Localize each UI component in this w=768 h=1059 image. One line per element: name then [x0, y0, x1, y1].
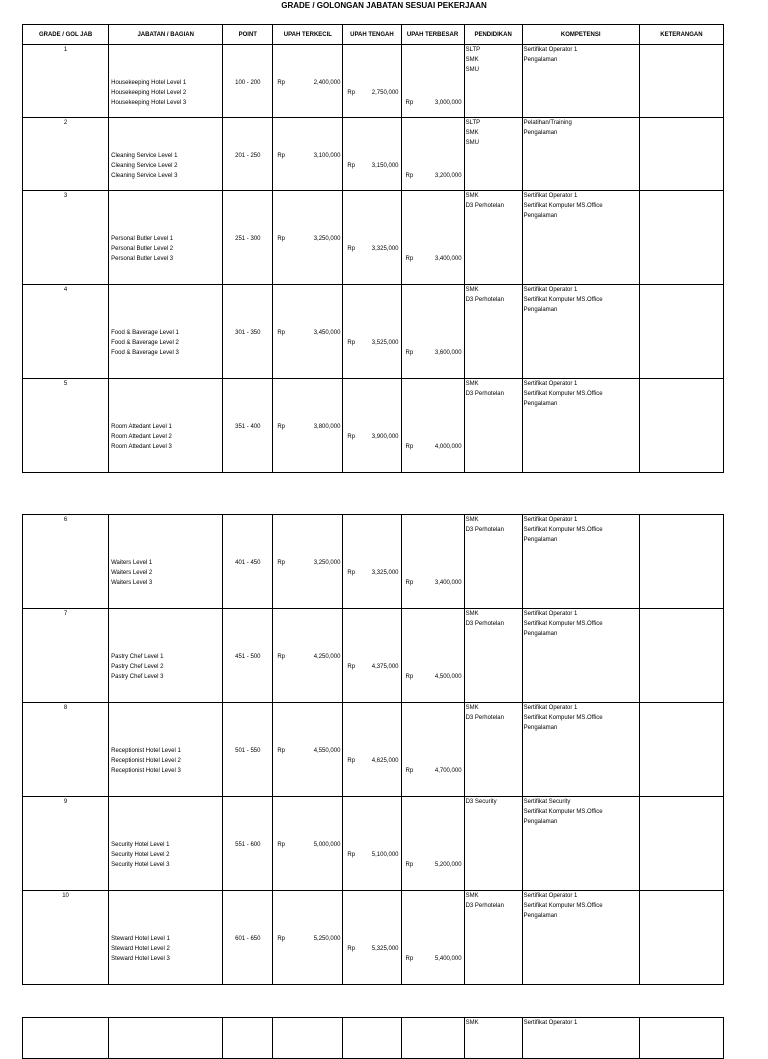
pendidikan	[466, 45, 521, 75]
upah-tengah-value: 3,900,000	[371, 434, 399, 440]
point-value: 601 - 650	[235, 936, 261, 942]
currency-label: Rp	[405, 350, 414, 356]
upah-tengah-cell	[343, 191, 401, 285]
jabatan-list	[111, 840, 221, 870]
jabatan-line: Cleaning Service Level 1	[111, 152, 178, 159]
table-row	[23, 797, 724, 891]
point-cell	[223, 285, 273, 379]
pendidikan-cell	[464, 191, 522, 285]
kompetensi-line: Sertifikat Komputer MS.Office	[523, 203, 603, 209]
jabatan-cell	[109, 45, 223, 118]
upah-tengah-cell	[343, 379, 401, 473]
pendidikan	[466, 118, 521, 148]
point-value: 401 - 450	[235, 560, 261, 566]
kompetensi-line: Sertifikat Komputer MS.Office	[523, 527, 603, 533]
grade-cell: 5	[23, 379, 109, 473]
kompetensi-line: Sertifikat Operator 1	[523, 193, 578, 199]
kompetensi-line: Sertifikat Operator 1	[523, 611, 578, 617]
pendidikan-line: D3 Perhotelan	[465, 621, 504, 627]
jabatan-line: Waiters Level 3	[111, 580, 153, 586]
table-row	[23, 191, 724, 285]
jabatan-list	[111, 151, 221, 181]
pendidikan-line: SMK	[465, 517, 479, 523]
table-row	[23, 703, 724, 797]
keterangan-cell	[639, 118, 723, 191]
upah-terkecil-cell	[273, 191, 343, 285]
pendidikan-cell	[464, 515, 522, 609]
kompetensi-line: Pengalaman	[523, 537, 558, 543]
kompetensi-line: Pengalaman	[523, 725, 558, 731]
point-cell	[223, 797, 273, 891]
table-row	[23, 118, 724, 191]
upah-terkecil-value: 2,400,000	[313, 79, 341, 86]
kompetensi-line: Sertifikat Operator 1	[523, 47, 578, 53]
jabatan-list	[111, 652, 221, 682]
pendidikan-line: SLTP	[465, 120, 481, 126]
jabatan-cell	[109, 191, 223, 285]
currency-label: Rp	[347, 852, 356, 858]
kompetensi-line: Pengalaman	[523, 307, 558, 313]
upah-terkecil-value: 5,250,000	[313, 936, 341, 942]
jabatan-line: Cleaning Service Level 2	[111, 162, 178, 169]
upah-tengah-value: 4,625,000	[371, 758, 399, 764]
jabatan-line: Security Hotel Level 2	[111, 852, 170, 858]
pendidikan-cell	[464, 285, 522, 379]
upah-tengah-value: 2,750,000	[371, 89, 399, 96]
pendidikan	[466, 285, 521, 305]
pendidikan-line: SMK	[465, 893, 479, 899]
pendidikan-line: D3 Perhotelan	[465, 297, 504, 303]
keterangan-cell	[639, 891, 723, 985]
point-cell	[223, 703, 273, 797]
currency-label: Rp	[347, 162, 356, 169]
point-value: 301 - 350	[235, 330, 261, 336]
currency-label: Rp	[277, 936, 285, 942]
upah-terbesar-value: 3,000,000	[434, 99, 462, 106]
upah-terbesar-value: 3,400,000	[434, 256, 462, 262]
upah-tengah-cell	[343, 703, 401, 797]
upah-tengah-cell	[343, 891, 401, 985]
upah-terbesar-cell	[401, 285, 464, 379]
upah-terkecil-value: 4,550,000	[313, 748, 341, 754]
jabatan-line: Receptionist Hotel Level 3	[111, 768, 181, 774]
upah-terbesar-value: 4,700,000	[434, 768, 462, 774]
pendidikan	[466, 515, 521, 535]
upah-terkecil-cell	[273, 45, 343, 118]
pendidikan	[466, 609, 521, 629]
grade-table-page-2	[22, 514, 724, 985]
table-row	[23, 379, 724, 473]
pendidikan	[466, 379, 521, 399]
upah-terkecil-cell	[273, 891, 343, 985]
jabatan-line: Pastry Chef Level 1	[111, 654, 164, 660]
upah-terbesar-cell	[401, 703, 464, 797]
upah-terbesar-cell	[401, 191, 464, 285]
upah-tengah-value: 3,325,000	[371, 246, 399, 252]
currency-label: Rp	[347, 434, 356, 440]
table-row	[23, 609, 724, 703]
upah-terkecil-cell	[273, 797, 343, 891]
currency-label: Rp	[277, 654, 285, 660]
kompetensi	[524, 515, 638, 545]
kompetensi-cell	[522, 609, 639, 703]
upah-terbesar-cell	[401, 45, 464, 118]
header-grade: GRADE / GOL JAB	[23, 25, 109, 45]
jabatan-line: Room Attedant Level 3	[111, 444, 172, 450]
upah-tengah-value: 3,325,000	[371, 570, 399, 576]
currency-label: Rp	[405, 444, 414, 450]
point-value: 351 - 400	[235, 424, 261, 430]
kompetensi-line: Sertifikat Security	[523, 799, 571, 805]
pendidikan	[466, 703, 521, 723]
jabatan-line: Personal Butler Level 2	[111, 246, 174, 252]
keterangan-cell	[639, 797, 723, 891]
point-value: 501 - 550	[235, 748, 261, 754]
pendidikan-line: SMK	[465, 1020, 479, 1026]
upah-terkecil-cell	[273, 379, 343, 473]
keterangan-cell	[639, 515, 723, 609]
upah-terkecil-cell	[273, 703, 343, 797]
upah-terkecil-value: 4,250,000	[313, 654, 341, 660]
kompetensi-line: Sertifikat Operator 1	[523, 1020, 578, 1026]
pendidikan	[466, 891, 521, 911]
currency-label: Rp	[277, 424, 285, 430]
point-cell	[223, 609, 273, 703]
grade-table-page-1	[22, 24, 724, 473]
pendidikan-line: D3 Perhotelan	[465, 203, 504, 209]
grade-table-page-3	[22, 1017, 724, 1059]
keterangan-cell	[639, 191, 723, 285]
jabatan-line: Food & Baverage Level 1	[111, 330, 179, 336]
upah-terbesar-value: 3,400,000	[434, 580, 462, 586]
kompetensi-line: Sertifikat Operator 1	[523, 893, 578, 899]
currency-label: Rp	[347, 946, 356, 952]
kompetensi-cell	[522, 703, 639, 797]
grade-cell: 1	[23, 45, 109, 118]
upah-terkecil-value: 3,450,000	[313, 330, 341, 336]
pendidikan-line: SMK	[465, 381, 479, 387]
jabatan-line: Security Hotel Level 3	[111, 862, 170, 868]
pendidikan-line: SLTP	[465, 47, 481, 53]
point-cell	[223, 379, 273, 473]
currency-label: Rp	[277, 236, 285, 242]
jabatan-line: Housekeeping Hotel Level 3	[111, 99, 187, 106]
upah-tengah-value: 3,525,000	[371, 340, 399, 346]
currency-label: Rp	[347, 664, 356, 670]
currency-label: Rp	[405, 580, 414, 586]
kompetensi-cell	[522, 515, 639, 609]
jabatan-cell	[109, 891, 223, 985]
point-cell	[223, 118, 273, 191]
header-keterangan: KETERANGAN	[639, 25, 723, 45]
header-point: POINT	[223, 25, 273, 45]
point-cell	[223, 515, 273, 609]
jabatan-cell	[109, 379, 223, 473]
keterangan-cell	[639, 703, 723, 797]
upah-tengah-value: 4,375,000	[371, 664, 399, 670]
header-jabatan: JABATAN / BAGIAN	[109, 25, 223, 45]
jabatan-list	[111, 934, 221, 964]
kompetensi-line: Sertifikat Operator 1	[523, 705, 578, 711]
kompetensi-cell	[522, 45, 639, 118]
grade-cell: 6	[23, 515, 109, 609]
currency-label: Rp	[405, 99, 414, 106]
jabatan-line: Pastry Chef Level 3	[111, 674, 164, 680]
upah-terbesar-cell	[401, 515, 464, 609]
kompetensi-line: Sertifikat Komputer MS.Office	[523, 297, 603, 303]
upah-tengah-cell	[343, 515, 401, 609]
grade-cell: 10	[23, 891, 109, 985]
kompetensi-line: Sertifikat Komputer MS.Office	[523, 621, 603, 627]
kompetensi	[524, 1018, 638, 1028]
kompetensi-cell	[522, 891, 639, 985]
upah-terbesar-value: 5,400,000	[434, 956, 462, 962]
kompetensi-line: Sertifikat Operator 1	[523, 287, 578, 293]
jabatan-line: Security Hotel Level 1	[111, 842, 170, 848]
pendidikan	[466, 191, 521, 211]
jabatan-line: Personal Butler Level 3	[111, 256, 174, 262]
upah-terkecil-value: 3,100,000	[313, 152, 341, 159]
upah-tengah-cell	[343, 118, 401, 191]
currency-label: Rp	[277, 330, 285, 336]
pendidikan-cell	[464, 797, 522, 891]
point-cell	[223, 191, 273, 285]
currency-label: Rp	[347, 758, 356, 764]
point-value: 451 - 500	[235, 654, 261, 660]
kompetensi-line: Pengalaman	[523, 130, 558, 136]
table-row	[23, 45, 724, 118]
jabatan-line: Housekeeping Hotel Level 2	[111, 89, 187, 96]
keterangan-cell	[639, 285, 723, 379]
jabatan-line: Receptionist Hotel Level 2	[111, 758, 181, 764]
upah-tengah-cell	[343, 285, 401, 379]
jabatan-cell	[109, 515, 223, 609]
jabatan-line: Steward Hotel Level 1	[111, 936, 170, 942]
jabatan-cell	[109, 609, 223, 703]
currency-label: Rp	[405, 862, 414, 868]
upah-terkecil-cell	[273, 515, 343, 609]
upah-terkecil-cell	[273, 285, 343, 379]
header-upah-tengah: UPAH TENGAH	[343, 25, 401, 45]
kompetensi	[524, 285, 638, 315]
jabatan-cell	[109, 285, 223, 379]
currency-label: Rp	[405, 256, 414, 262]
pendidikan-line: SMK	[465, 705, 479, 711]
kompetensi	[524, 118, 638, 138]
upah-terkecil-cell	[273, 118, 343, 191]
currency-label: Rp	[347, 570, 356, 576]
keterangan-cell	[639, 45, 723, 118]
pendidikan-cell	[464, 379, 522, 473]
currency-label: Rp	[405, 768, 414, 774]
jabatan-list	[111, 746, 221, 776]
upah-terbesar-value: 3,600,000	[434, 350, 462, 356]
upah-terbesar-value: 4,500,000	[434, 674, 462, 680]
point-cell	[223, 45, 273, 118]
kompetensi-line: Pengalaman	[523, 401, 558, 407]
point-value: 551 - 600	[235, 842, 261, 848]
jabatan-line: Waiters Level 2	[111, 570, 153, 576]
upah-terkecil-value: 3,250,000	[313, 560, 341, 566]
kompetensi	[524, 797, 638, 827]
table-row	[23, 891, 724, 985]
pendidikan-line: SMK	[465, 193, 479, 199]
kompetensi-line: Sertifikat Operator 1	[523, 381, 578, 387]
pendidikan-line: SMK	[465, 130, 479, 136]
kompetensi-line: Pengalaman	[523, 57, 558, 63]
upah-terkecil-value: 5,000,000	[313, 842, 341, 848]
upah-terbesar-value: 3,200,000	[434, 172, 462, 179]
upah-tengah-cell	[343, 45, 401, 118]
kompetensi-line: Pengalaman	[523, 913, 558, 919]
header-kompetensi: KOMPETENSI	[522, 25, 639, 45]
grade-cell: 8	[23, 703, 109, 797]
currency-label: Rp	[347, 89, 356, 96]
jabatan-cell	[109, 703, 223, 797]
kompetensi-line: Sertifikat Komputer MS.Office	[523, 715, 603, 721]
upah-terkecil-value: 3,250,000	[313, 236, 341, 242]
pendidikan-line: D3 Perhotelan	[465, 903, 504, 909]
kompetensi-line: Pengalaman	[523, 819, 558, 825]
currency-label: Rp	[405, 956, 414, 962]
jabatan-cell	[109, 797, 223, 891]
kompetensi	[524, 609, 638, 639]
pendidikan-line: SMK	[465, 611, 479, 617]
currency-label: Rp	[405, 674, 414, 680]
upah-tengah-value: 3,150,000	[371, 162, 399, 169]
header-upah-terkecil: UPAH TERKECIL	[273, 25, 343, 45]
table-row	[23, 515, 724, 609]
kompetensi-line: Sertifikat Komputer MS.Office	[523, 903, 603, 909]
kompetensi-line: Pengalaman	[523, 631, 558, 637]
upah-terbesar-cell	[401, 797, 464, 891]
header-row	[23, 25, 724, 45]
upah-terkecil-value: 3,800,000	[313, 424, 341, 430]
kompetensi	[524, 703, 638, 733]
kompetensi-line: Sertifikat Komputer MS.Office	[523, 809, 603, 815]
upah-terbesar-cell	[401, 118, 464, 191]
jabatan-line: Personal Butler Level 1	[111, 236, 174, 242]
kompetensi-cell	[522, 118, 639, 191]
grade-cell: 4	[23, 285, 109, 379]
pendidikan-line: D3 Perhotelan	[465, 527, 504, 533]
kompetensi-line: Sertifikat Komputer MS.Office	[523, 391, 603, 397]
kompetensi-line: Sertifikat Operator 1	[523, 517, 578, 523]
jabatan-line: Waiters Level 1	[111, 560, 153, 566]
pendidikan-line: D3 Security	[465, 799, 497, 805]
jabatan-line: Room Attedant Level 2	[111, 434, 172, 440]
grade-cell: 2	[23, 118, 109, 191]
page-title: GRADE / GOLONGAN JABATAN SESUAI PEKERJAAN	[281, 1, 487, 10]
upah-tengah-cell	[343, 797, 401, 891]
upah-terbesar-cell	[401, 379, 464, 473]
kompetensi-cell	[522, 379, 639, 473]
currency-label: Rp	[277, 79, 285, 86]
jabatan-list	[111, 422, 221, 452]
table-row	[23, 285, 724, 379]
keterangan-cell	[639, 609, 723, 703]
pendidikan-line: SMU	[465, 140, 479, 146]
pendidikan-line: SMK	[465, 287, 479, 293]
grade-cell: 9	[23, 797, 109, 891]
grade-cell: 3	[23, 191, 109, 285]
currency-label: Rp	[405, 172, 414, 179]
jabatan-line: Pastry Chef Level 2	[111, 664, 164, 670]
jabatan-line: Food & Baverage Level 3	[111, 350, 179, 356]
header-pendidikan: PENDIDIKAN	[464, 25, 522, 45]
jabatan-list	[111, 328, 221, 358]
grade-cell: 7	[23, 609, 109, 703]
upah-tengah-cell	[343, 609, 401, 703]
point-value: 201 - 250	[235, 152, 261, 159]
upah-tengah-value: 5,100,000	[371, 852, 399, 858]
currency-label: Rp	[277, 152, 285, 159]
kompetensi	[524, 891, 638, 921]
jabatan-line: Cleaning Service Level 3	[111, 172, 178, 179]
jabatan-line: Room Attedant Level 1	[111, 424, 172, 430]
currency-label: Rp	[347, 340, 356, 346]
kompetensi-line: Pengalaman	[523, 213, 558, 219]
currency-label: Rp	[277, 560, 285, 566]
jabatan-line: Receptionist Hotel Level 1	[111, 748, 181, 754]
pendidikan-cell	[464, 703, 522, 797]
kompetensi-cell	[522, 285, 639, 379]
kompetensi	[524, 45, 638, 65]
pendidikan-cell	[464, 118, 522, 191]
jabatan-list	[111, 558, 221, 588]
jabatan-list	[111, 234, 221, 264]
point-value: 100 - 200	[235, 79, 261, 86]
upah-terbesar-value: 4,000,000	[434, 444, 462, 450]
pendidikan-line: D3 Perhotelan	[465, 391, 504, 397]
kompetensi	[524, 191, 638, 221]
upah-terkecil-cell	[273, 609, 343, 703]
keterangan-cell	[639, 379, 723, 473]
pendidikan-cell	[464, 891, 522, 985]
point-cell	[223, 891, 273, 985]
kompetensi-cell	[522, 797, 639, 891]
kompetensi-line: Pelatihan/Training	[523, 120, 572, 126]
upah-terbesar-cell	[401, 891, 464, 985]
pendidikan-line: D3 Perhotelan	[465, 715, 504, 721]
jabatan-line: Steward Hotel Level 2	[111, 946, 170, 952]
pendidikan-line: SMU	[465, 67, 479, 73]
currency-label: Rp	[277, 842, 285, 848]
upah-terbesar-value: 5,200,000	[434, 862, 462, 868]
jabatan-line: Housekeeping Hotel Level 1	[111, 79, 187, 86]
currency-label: Rp	[347, 246, 356, 252]
pendidikan-cell	[464, 45, 522, 118]
upah-terbesar-cell	[401, 609, 464, 703]
pendidikan-cell	[464, 609, 522, 703]
point-value: 251 - 300	[235, 236, 261, 242]
jabatan-line: Food & Baverage Level 2	[111, 340, 179, 346]
pendidikan	[466, 797, 521, 807]
kompetensi	[524, 379, 638, 409]
header-upah-terbesar: UPAH TERBESAR	[401, 25, 464, 45]
jabatan-line: Steward Hotel Level 3	[111, 956, 170, 962]
pendidikan	[466, 1018, 521, 1028]
pendidikan-line: SMK	[465, 57, 479, 63]
jabatan-cell	[109, 118, 223, 191]
kompetensi-cell	[522, 191, 639, 285]
currency-label: Rp	[277, 748, 285, 754]
jabatan-list	[111, 78, 221, 108]
upah-tengah-value: 5,325,000	[371, 946, 399, 952]
